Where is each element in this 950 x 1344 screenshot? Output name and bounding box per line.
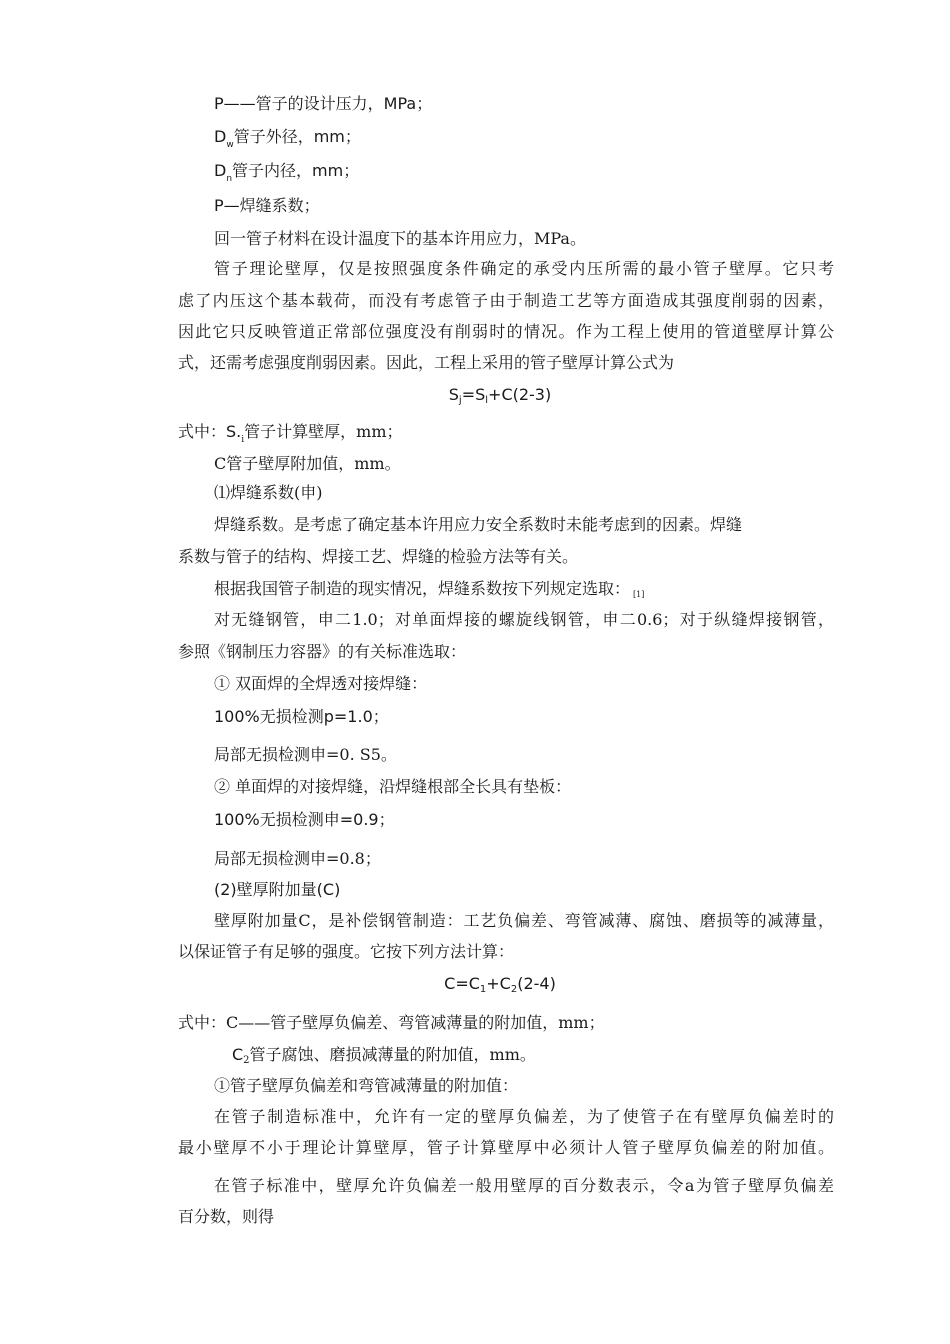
paragraph-line: 以保证管子有足够的强度。它按下列方法计算： bbox=[178, 942, 515, 961]
list-item-single-weld: ② 单面焊的对接焊缝，沿焊缝根部全长具有垫板： bbox=[214, 777, 572, 796]
citation-ref: [1] bbox=[633, 590, 645, 599]
symbol-d: D bbox=[214, 127, 227, 146]
subscript-w: w bbox=[226, 140, 234, 150]
definition-line-sj bbox=[178, 421, 403, 451]
paragraph-line: 在管子标准中，壁厚允许负偏差一般用壁厚的百分数表示，令a为管子壁厚负偏差 bbox=[214, 1176, 834, 1195]
eq-s: S bbox=[448, 385, 459, 404]
paragraph-line: 式，还需考虑强度削弱因素。因此，工程上采用的管子壁厚计算公式为 bbox=[178, 353, 675, 372]
definition-line-dw bbox=[214, 126, 361, 156]
definition-line-c: C管子壁厚附加值，mm。 bbox=[214, 454, 401, 473]
paragraph-line: 在管子制造标准中，允许有一定的壁厚负偏差，为了使管子在有壁厚负偏差时的 bbox=[214, 1107, 834, 1126]
eq-plus-c: +C(2-3) bbox=[488, 385, 552, 404]
definition-line-c1: 式中：C——管子壁厚负偏差、弯管减薄量的附加值，mm； bbox=[178, 1013, 605, 1032]
paragraph-line: 百分数，则得 bbox=[178, 1207, 275, 1226]
definition-text: 管子内径，mm； bbox=[232, 161, 360, 180]
symbol-c: C bbox=[232, 1045, 244, 1064]
section-heading-weld: ⑴焊缝系数(申) bbox=[214, 483, 323, 502]
eq-plus-c: +C bbox=[486, 974, 511, 993]
definition-text: 管子腐蚀、磨损减薄量的附加值，mm。 bbox=[249, 1045, 536, 1064]
paragraph-line: 系数与管子的结构、焊接工艺、焊缝的检验方法等有关。 bbox=[178, 547, 579, 566]
eq-number: (2-4) bbox=[517, 974, 556, 993]
definition-line-stress: 回一管子材料在设计温度下的基本许用应力，MPa。 bbox=[214, 229, 586, 248]
definition-text: 管子计算壁厚，mm； bbox=[244, 422, 403, 441]
definition-line-weld: P—焊缝系数； bbox=[214, 196, 320, 215]
eq-c: C=C bbox=[444, 974, 480, 993]
list-value: 局部无损检测申=0.8； bbox=[214, 849, 381, 868]
paragraph-line: 最小壁厚不小于理论计算壁厚，管子计算壁厚中必须计人管子壁厚负偏差的附加值。 bbox=[178, 1138, 834, 1157]
list-item-double-weld: ① 双面焊的全焊透对接焊缝： bbox=[214, 674, 428, 693]
section-heading-allowance: (2)壁厚附加量(C) bbox=[214, 880, 341, 899]
eq-sub-2: 2 bbox=[510, 984, 518, 995]
list-value: 局部无损检测申=0. S5。 bbox=[214, 745, 397, 764]
paragraph-line: 虑了内压这个基本载荷，而没有考虑管子由于制造工艺等方面造成其强度削弱的因素， bbox=[178, 291, 834, 310]
equation-2-3 bbox=[0, 384, 950, 412]
paragraph-line: 壁厚附加量C，是补偿钢管制造：工艺负偏差、弯管减薄、腐蚀、磨损等的减薄量， bbox=[214, 911, 834, 930]
paragraph-line: 参照《钢制压力容器》的有关标准选取： bbox=[178, 642, 467, 661]
subscript-n: n bbox=[226, 174, 233, 184]
paragraph-line bbox=[214, 578, 644, 606]
paragraph-line: 因此它只反映管道正常部位强度没有削弱时的情况。作为工程上使用的管道壁厚计算公 bbox=[178, 322, 834, 341]
definition-line-c2 bbox=[232, 1044, 536, 1072]
list-value: 100%无损检测申=0.9； bbox=[214, 810, 395, 829]
definition-line-dn bbox=[214, 160, 359, 190]
eq-sub-l: l bbox=[485, 395, 489, 406]
subscript-2: 2 bbox=[243, 1055, 250, 1066]
eq-equals-s: =S bbox=[461, 385, 486, 404]
subscript-i: i bbox=[241, 435, 245, 445]
paragraph-line: 对无缝钢管，申二1.0；对单面焊接的螺旋线钢管，申二0.6；对于纵缝焊接钢管， bbox=[214, 610, 834, 629]
definition-text: 管子外径，mm； bbox=[233, 127, 361, 146]
symbol-d: D bbox=[214, 161, 227, 180]
eq-sub-j: j bbox=[458, 395, 462, 406]
equation-2-4 bbox=[0, 973, 950, 1001]
subsection-heading: ①管子壁厚负偏差和弯管减薄量的附加值： bbox=[214, 1076, 519, 1095]
definition-line-p: P——管子的设计压力，MPa； bbox=[214, 94, 433, 113]
eq-sub-1: 1 bbox=[479, 984, 487, 995]
definition-label: 式中：S. bbox=[178, 422, 242, 441]
paragraph-line: 管子理论壁厚，仅是按照强度条件确定的承受内压所需的最小管子壁厚。它只考 bbox=[214, 259, 834, 278]
paragraph-line: 焊缝系数。是考虑了确定基本许用应力安全系数时未能考虑到的因素。焊缝 bbox=[214, 515, 743, 534]
paragraph-text: 根据我国管子制造的现实情况，焊缝系数按下列规定选取： bbox=[214, 579, 631, 598]
list-value: 100%无损检测p=1.0； bbox=[214, 707, 389, 726]
